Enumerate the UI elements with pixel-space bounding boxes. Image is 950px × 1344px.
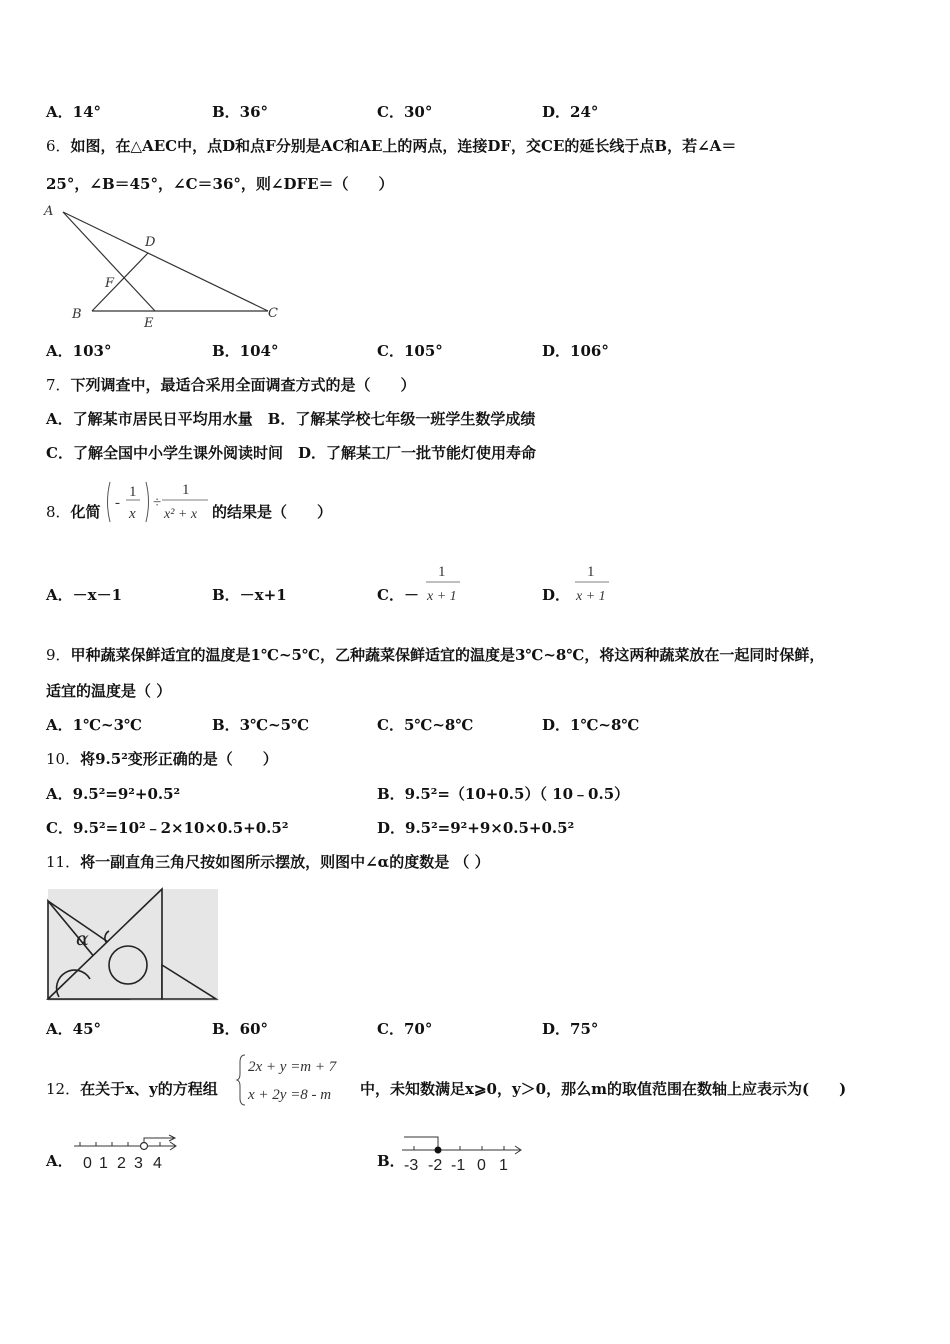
tick-label-3: 3 [134,1155,143,1172]
q8-stem [46,502,101,522]
frac2-numerator: 1 [182,482,190,498]
q8-option-a: A．－x－1 [46,586,123,604]
q10-option-c: C．9.5²=10²﹣2×10×0.5+0.5² [46,819,289,837]
label-a: A [44,204,54,219]
q12-option-b-number-line [400,1132,530,1172]
q5-option-c: C．30° [377,103,433,121]
q11-option-d: D．75° [542,1020,599,1038]
q6-triangle-figure [40,200,290,335]
q9-number: 9． [46,646,71,664]
q8-number: 8． [46,503,71,521]
q8-option-c-fraction [424,561,464,607]
q11-number: 11． [46,853,81,871]
q11-set-squares-figure [44,885,224,1007]
q6-option-d: D．106° [542,342,609,360]
tick-label-1: 1 [99,1155,108,1172]
q10-option-b: B．9.5²=（10+0.5）（ 10﹣0.5） [377,785,630,803]
q8-suffix: 的结果是（ ） [212,503,333,521]
q12-option-b: B． [377,1152,405,1170]
q9-text-line1: 甲种蔬菜保鲜适宜的温度是1℃~5℃，乙种蔬菜保鲜适宜的温度是3℃~8℃，将这两种蔬菜放在一起同时保鲜， [70,646,825,664]
q12-prefix: 在关于x、y的方程组 [80,1080,218,1098]
q12-option-a-number-line [70,1132,185,1172]
tick-label-0: 0 [477,1157,486,1174]
q5-option-b: B．36° [212,103,269,121]
q12-stem-prefix [46,1079,218,1099]
left-paren [108,482,111,522]
q6-number: 6． [46,137,71,155]
q12-option-a: A． [46,1152,73,1170]
q8-option-d-fraction [573,561,613,607]
q8-prefix: 化简 [70,503,101,521]
label-b: B [72,307,82,322]
q9-stem-line2: 适宜的温度是（ ） [46,682,172,700]
tick-label-1: 1 [499,1157,508,1174]
q8-option-c: C．－ [377,586,419,604]
open-point [141,1143,148,1150]
line-bd [92,253,148,311]
equation-1: 2x + y =m + 7 [248,1059,337,1075]
optc-numerator: 1 [438,564,446,580]
equation-2: x + 2y =8 - m [248,1087,332,1103]
label-d: D [145,235,156,250]
q8-option-b: B．－x+1 [212,586,287,604]
alpha-label: α [76,928,89,950]
q6-option-c: C．105° [377,342,443,360]
divide-sign: ÷ [153,495,162,511]
q10-stem [46,749,278,769]
q9-option-c: C．5℃~8℃ [377,716,474,734]
closed-point [435,1147,442,1154]
tick-label-neg1: -1 [451,1157,466,1174]
q12-stem-suffix: 中，未知数满足x⩾0，y＞0，那么m的取值范围在数轴上应表示为( ) [360,1080,847,1098]
tick-label-neg3: -3 [404,1157,419,1174]
q11-stem [46,852,490,872]
q8-option-d: D． [542,586,571,604]
q5-option-a: A．14° [46,103,102,121]
q6-option-a: A．103° [46,342,112,360]
optd-denominator: x + 1 [576,589,606,604]
q12-number: 12． [46,1080,81,1098]
label-e: E [144,316,154,331]
q11-option-a: A．45° [46,1020,102,1038]
tick-label-neg2: -2 [428,1157,443,1174]
q11-option-b: B．60° [212,1020,269,1038]
frac1-denominator: x [129,506,136,522]
q11-option-c: C．70° [377,1020,433,1038]
q6-stem-line2: 25°，∠B＝45°，∠C＝36°，则∠DFE＝（ ） [46,175,394,193]
q10-text: 将9.5²变形正确的是（ ） [80,750,278,768]
q9-option-d: D．1℃~8℃ [542,716,640,734]
q11-text: 将一副直角三角尺按如图所示摆放，则图中∠α的度数是 （ ） [80,853,490,871]
q5-option-d: D．24° [542,103,599,121]
tick-label-2: 2 [117,1155,126,1172]
q9-stem-line1 [46,645,824,665]
q7-text: 下列调查中，最适合采用全面调查方式的是（ ） [70,376,416,394]
q6-stem-line1 [46,136,736,156]
optc-denominator: x + 1 [427,589,457,604]
solution-ray [144,1138,174,1146]
tick-label-4: 4 [153,1155,162,1172]
solution-ray [404,1137,438,1150]
system-brace [237,1055,245,1105]
q7-options-row2: C．了解全国中小学生课外阅读时间 D．了解某工厂一批节能灯使用寿命 [46,444,536,462]
q10-number: 10． [46,750,81,768]
minus-sign: - [115,495,120,511]
line-ac [63,212,268,311]
q8-expression [104,478,212,526]
q10-option-d: D．9.5²=9²+9×0.5+0.5² [377,819,575,837]
tick-label-0: 0 [83,1155,92,1172]
label-f: F [105,276,115,291]
q7-number: 7． [46,376,71,394]
right-paren [146,482,149,522]
q10-option-a: A．9.5²=9²+0.5² [46,785,181,803]
q7-stem [46,375,416,395]
line-ae [63,212,155,311]
q12-equation-system [236,1052,360,1108]
q9-option-a: A．1℃~3℃ [46,716,143,734]
q9-option-b: B．3℃~5℃ [212,716,310,734]
label-c: C [268,306,278,321]
frac1-numerator: 1 [129,484,137,500]
q6-text-line1: 如图，在△AEC中，点D和点F分别是AC和AE上的两点，连接DF，交CE的延长线于点B，若∠A＝ [70,137,737,155]
frac2-denominator: x² + x [164,507,198,522]
q7-options-row1: A．了解某市居民日平均用水量 B．了解某学校七年级一班学生数学成绩 [46,410,536,428]
optd-numerator: 1 [587,564,595,580]
q6-option-b: B．104° [212,342,279,360]
